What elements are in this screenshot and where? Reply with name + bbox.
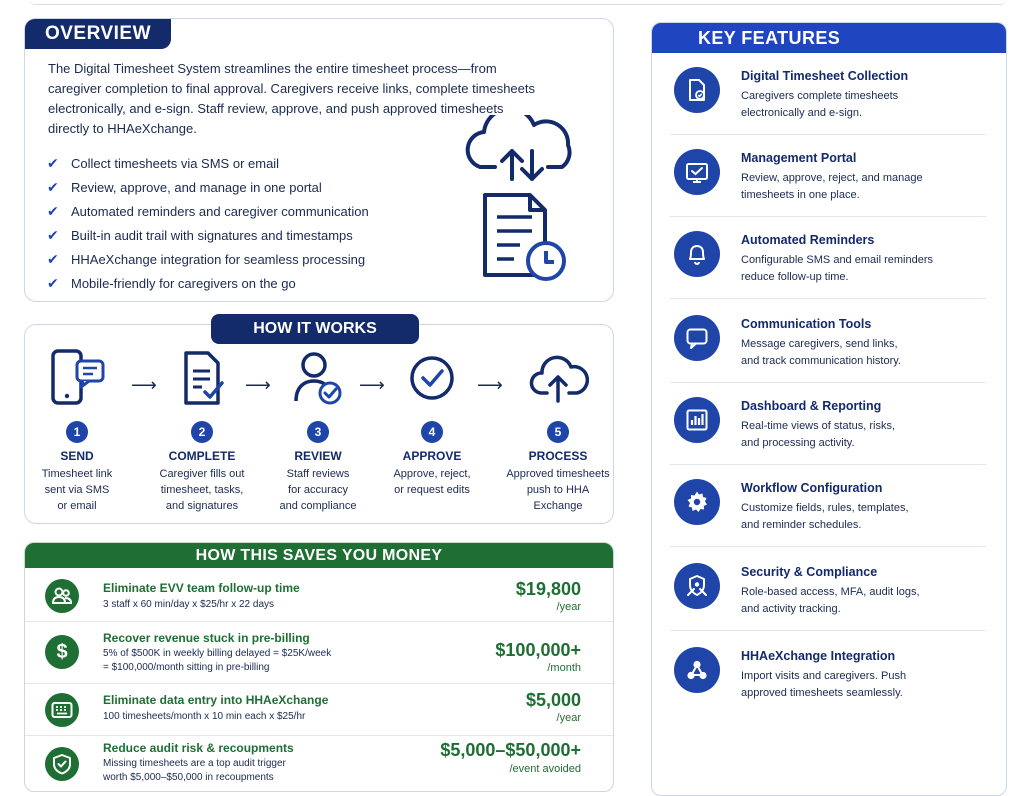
- savings-period: /year: [556, 601, 581, 613]
- step-number: 2: [191, 421, 213, 443]
- savings-amount: $5,000–$50,000+: [440, 740, 581, 760]
- step-number: 5: [547, 421, 569, 443]
- step-complete: [147, 345, 257, 514]
- savings-amount: $19,800: [515, 579, 581, 599]
- document-clock-icon: [485, 195, 564, 279]
- step-review: [263, 345, 373, 514]
- savings-amount: $5,000: [525, 690, 581, 710]
- step-description: Approved timesheets push to HHA Exchange: [506, 468, 610, 512]
- step-number: 4: [421, 421, 443, 443]
- savings-title: Reduce audit risk & recoupments: [103, 741, 294, 755]
- feature-description: Role-based access, MFA, audit logs, and activity tracking.: [741, 586, 920, 615]
- savings-panel: [24, 542, 614, 792]
- savings-heading: HOW THIS SAVES YOU MONEY: [25, 543, 613, 568]
- step-approve: [377, 345, 487, 498]
- feature-description: Message caregivers, send links, and track communication history.: [741, 338, 901, 367]
- list-item: ✔ Automated reminders and caregiver communication: [47, 202, 369, 219]
- step-description: Approve, reject, or request edits: [393, 468, 471, 496]
- top-divider: [30, 0, 1006, 5]
- feature-item: [652, 135, 1006, 217]
- user-check-icon: [290, 347, 346, 409]
- savings-row: [25, 736, 613, 792]
- step-title: REVIEW: [294, 449, 342, 463]
- document-icon: [674, 67, 720, 113]
- savings-amount: $100,000+: [495, 640, 581, 660]
- keyboard-icon: [45, 693, 79, 727]
- cloud-upload-icon: [527, 347, 589, 409]
- feature-title: Dashboard & Reporting: [741, 399, 882, 413]
- step-title: COMPLETE: [168, 449, 236, 463]
- step-number: 3: [307, 421, 329, 443]
- step-title: SEND: [60, 449, 94, 463]
- shield-check-icon: [45, 747, 79, 781]
- savings-title: Recover revenue stuck in pre-billing: [103, 631, 310, 645]
- checkmark-icon: ✔: [47, 178, 59, 195]
- feature-item: [652, 549, 1006, 631]
- savings-row: [25, 622, 613, 684]
- feature-item: [652, 383, 1006, 465]
- feature-item: [652, 633, 1006, 715]
- arrow-right-icon: ⟶: [359, 375, 385, 395]
- feature-title: HHAeXchange Integration: [741, 649, 896, 663]
- bell-icon: [674, 231, 720, 277]
- phone-message-icon: [47, 347, 107, 409]
- feature-description: Customize fields, rules, templates, and reminder schedules.: [741, 502, 909, 531]
- feature-item: [652, 217, 1006, 299]
- key-features-panel: [651, 22, 1007, 796]
- feature-item: [652, 53, 1006, 135]
- step-description: Staff reviews for accuracy and compliance: [279, 468, 357, 512]
- list-item: ✔ Review, approve, and manage in one portal: [47, 178, 322, 195]
- savings-period: /month: [547, 662, 581, 674]
- step-title: APPROVE: [402, 449, 462, 463]
- savings-detail: 3 staff x 60 min/day x $25/hr x 22 days: [103, 599, 275, 610]
- savings-detail: 100 timesheets/month x 10 min each x $25/hr: [103, 711, 306, 722]
- feature-item: [652, 299, 1006, 383]
- list-item: ✔ Collect timesheets via SMS or email: [47, 154, 280, 171]
- list-item: ✔ HHAeXchange integration for seamless processing: [47, 250, 366, 267]
- overview-panel: [24, 18, 614, 302]
- arrow-right-icon: ⟶: [245, 375, 271, 395]
- feature-title: Digital Timesheet Collection: [741, 69, 909, 83]
- feature-title: Management Portal: [741, 151, 857, 165]
- integration-icon: [674, 647, 720, 693]
- list-item: ✔ Built-in audit trail with signatures and timestamps: [47, 226, 353, 243]
- list-item: ✔ Mobile-friendly for caregivers on the go: [47, 274, 296, 291]
- feature-item: [652, 465, 1006, 547]
- feature-description: Configurable SMS and email reminders reduce follow-up time.: [741, 254, 933, 283]
- feature-title: Communication Tools: [741, 317, 872, 331]
- savings-detail: 5% of $500K in weekly billing delayed = $25K/week = $100,000/month sitting in pre-billing: [103, 648, 332, 673]
- team-icon: [45, 579, 79, 613]
- checkmark-icon: ✔: [47, 250, 59, 267]
- feature-title: Automated Reminders: [741, 233, 875, 247]
- checkmark-icon: ✔: [47, 226, 59, 243]
- feature-description: Review, approve, reject, and manage timesheets in one place.: [741, 172, 923, 201]
- feature-description: Real-time views of status, risks, and processing activity.: [741, 420, 896, 449]
- savings-title: Eliminate data entry into HHAeXchange: [103, 693, 329, 707]
- how-it-works-heading: HOW IT WORKS: [211, 314, 419, 344]
- savings-period: /event avoided: [509, 763, 581, 775]
- feature-title: Security & Compliance: [741, 565, 878, 579]
- overview-heading: OVERVIEW: [25, 19, 171, 49]
- step-send: [22, 345, 132, 514]
- checkmark-icon: ✔: [47, 202, 59, 219]
- dollar-icon: $: [45, 635, 79, 669]
- document-check-icon: [174, 347, 230, 409]
- how-it-works-panel: [24, 320, 614, 524]
- savings-row: [25, 568, 613, 622]
- security-icon: [674, 563, 720, 609]
- feature-title: Workflow Configuration: [741, 481, 883, 495]
- arrow-right-icon: ⟶: [131, 375, 157, 395]
- checkmark-icon: ✔: [47, 154, 59, 171]
- overview-description: The Digital Timesheet System streamlines the entire timesheet process—from caregiver completion to final approval. Caregivers receive links, complete timesheets electronically, and e-sign. Staff review, approve, and push approved timesheets directly to HHAeXchange.: [48, 61, 535, 136]
- step-description: Timesheet link sent via SMS or email: [41, 468, 113, 512]
- step-description: Caregiver fills out timesheet, tasks, and signatures: [159, 468, 245, 512]
- step-process: [503, 345, 613, 514]
- savings-period: /year: [556, 712, 581, 724]
- feature-description: Import visits and caregivers. Push approved timesheets seamlessly.: [741, 670, 907, 699]
- overview-bullet-list: [47, 151, 369, 295]
- savings-title: Eliminate EVV team follow-up time: [103, 581, 300, 595]
- step-number: 1: [66, 421, 88, 443]
- feature-description: Caregivers complete timesheets electronically and e-sign.: [741, 90, 899, 119]
- check-circle-icon: [404, 347, 460, 409]
- key-features-heading: KEY FEATURES: [652, 23, 1006, 53]
- savings-detail: Missing timesheets are a top audit trigger worth $5,000–$50,000 in recoupments: [103, 758, 286, 783]
- chat-icon: [674, 315, 720, 361]
- portal-icon: [674, 149, 720, 195]
- bar-chart-icon: [674, 397, 720, 443]
- savings-row: [25, 684, 613, 736]
- gear-icon: [674, 479, 720, 525]
- checkmark-icon: ✔: [47, 274, 59, 291]
- overview-illustration: [450, 115, 590, 285]
- step-title: PROCESS: [528, 449, 588, 463]
- arrow-right-icon: ⟶: [477, 375, 503, 395]
- cloud-sync-icon: [468, 115, 570, 179]
